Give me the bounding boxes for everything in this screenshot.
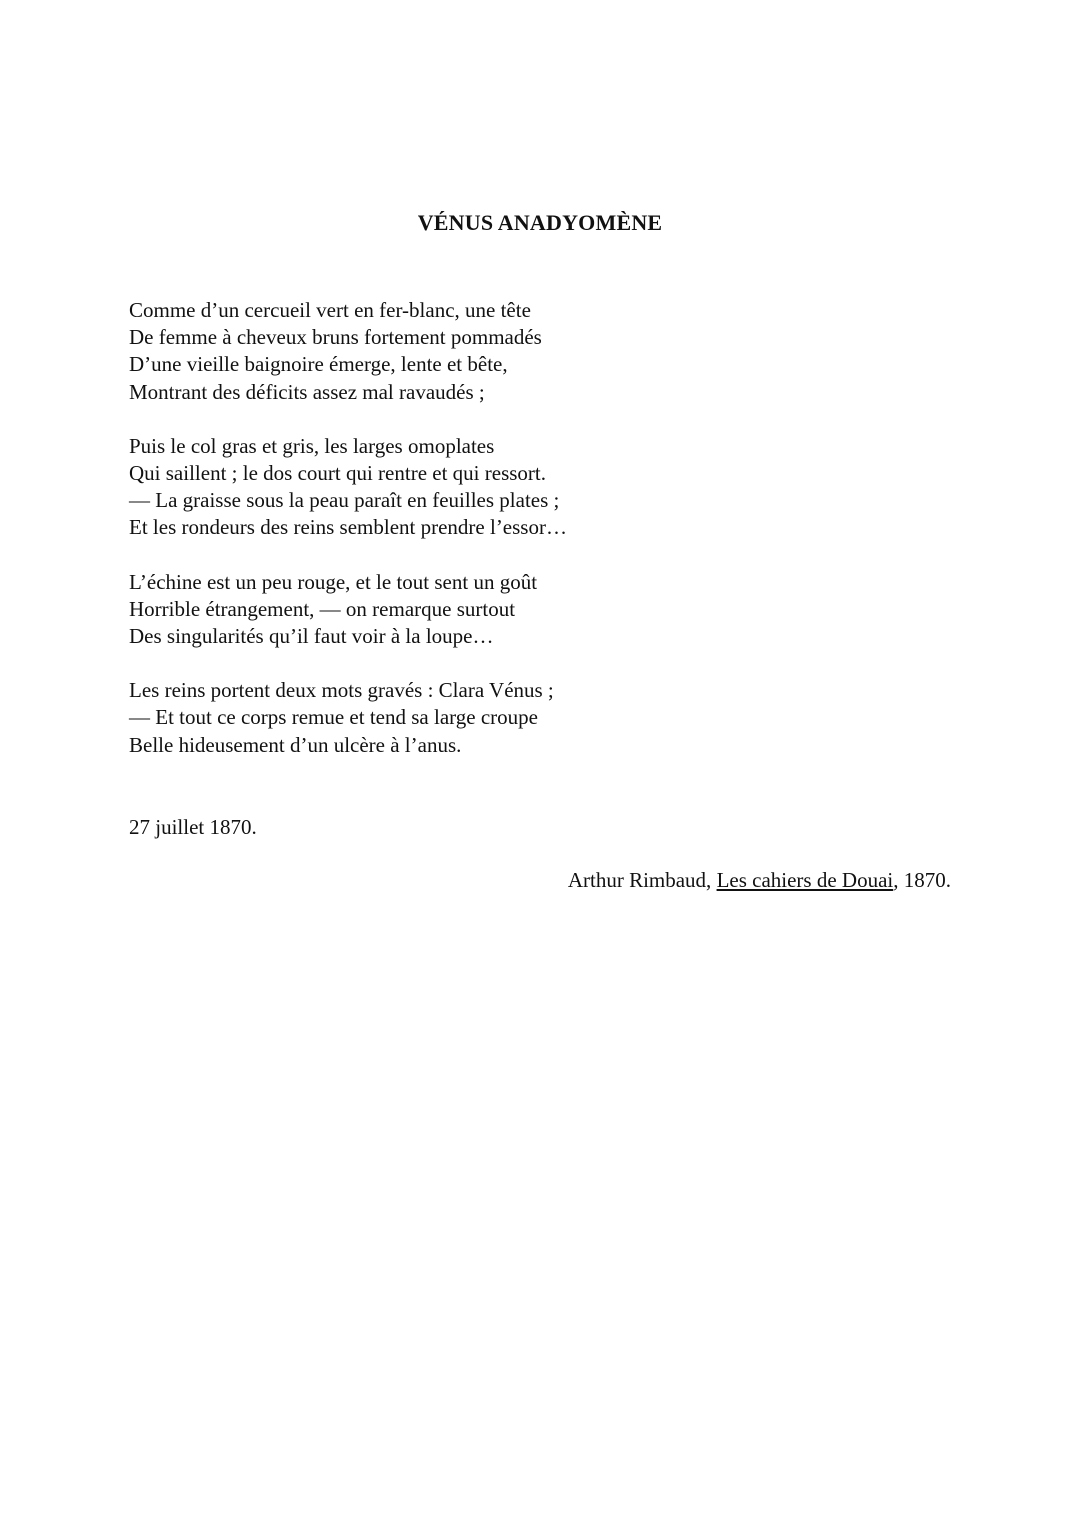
stanza-4 (129, 677, 567, 759)
poem-line: Comme d’un cercueil vert en fer-blanc, une tête (129, 298, 531, 322)
poem-line: Horrible étrangement, — on remarque surtout (129, 596, 516, 621)
stanza-3 (129, 569, 567, 651)
poem-line: L’échine est un peu rouge, et le tout sent un goût (129, 569, 538, 594)
poem-line: Des singularités qu’il faut voir à la loupe… (129, 624, 494, 649)
attribution (568, 867, 951, 894)
poem-line: Montrant des déficits assez mal ravaudés ; (129, 379, 485, 404)
poem-line: De femme à cheveux bruns fortement pommadés (129, 325, 542, 350)
poem-date: 27 juillet 1870. (129, 815, 257, 839)
poem-body (129, 297, 567, 786)
author-name: Arthur Rimbaud, (567, 868, 717, 892)
stanza-1 (129, 297, 567, 406)
poem-title: VÉNUS ANADYOMÈNE (417, 210, 663, 235)
poem-line: Qui saillent ; le dos court qui rentre et qui ressort. (129, 461, 546, 486)
poem-line: D’une vieille baignoire émerge, lente et bête, (129, 352, 508, 377)
poem-line: Belle hideusement d’un ulcère à l’anus. (129, 732, 462, 757)
work-title: Les cahiers de Douai (716, 868, 894, 892)
poem-line: Puis le col gras et gris, les larges omoplates (129, 433, 495, 458)
poem-line: — La graisse sous la peau paraît en feuilles plates ; (129, 488, 560, 513)
poem-line: — Et tout ce corps remue et tend sa large croupe (129, 705, 538, 730)
poem-line: Et les rondeurs des reins semblent prendre l’essor… (129, 515, 567, 540)
attribution-year: , 1870. (893, 868, 951, 892)
poem-line: Les reins portent deux mots gravés : Clara Vénus ; (129, 678, 554, 703)
stanza-2 (129, 433, 567, 542)
